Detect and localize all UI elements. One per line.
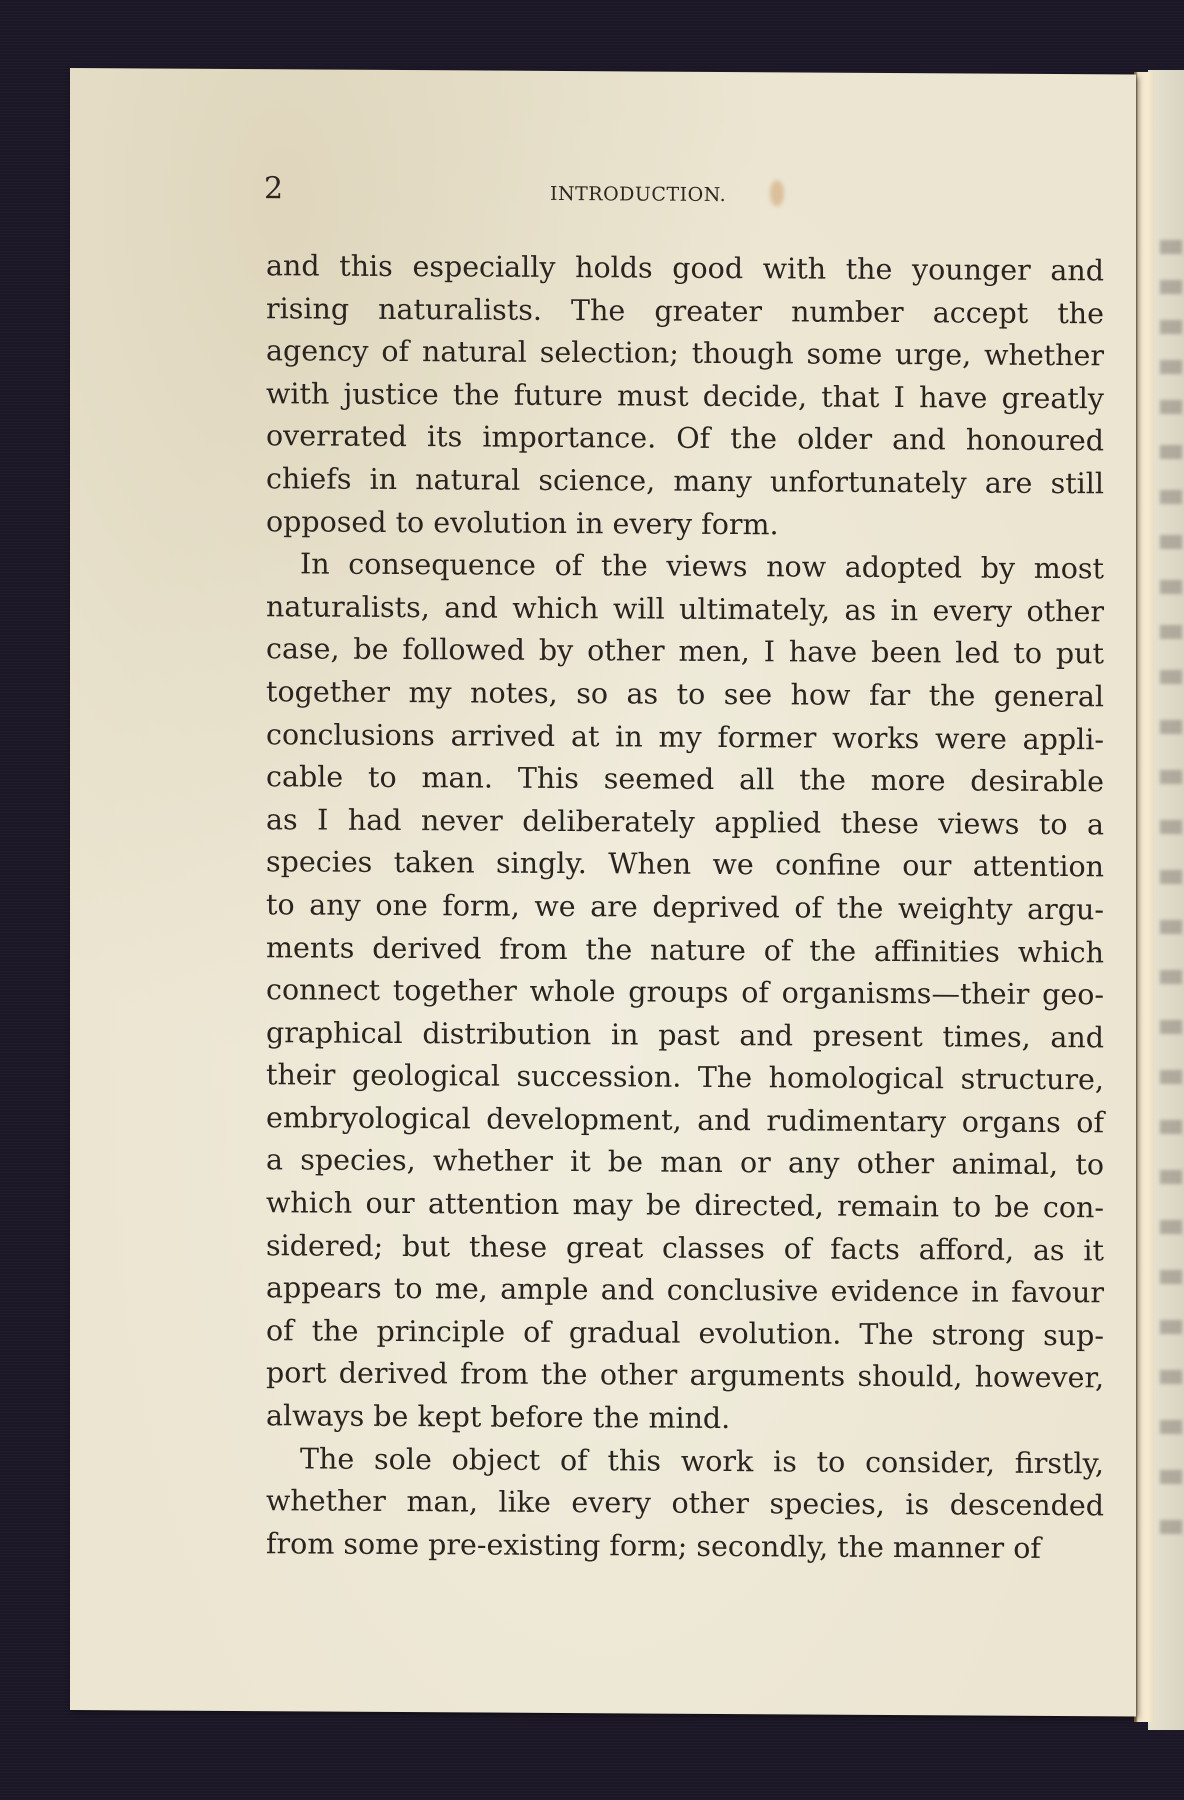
bleed-through-text-mark bbox=[1160, 1170, 1182, 1184]
text-line: sidered; but these great classes of facts afford, as it bbox=[266, 1228, 1104, 1267]
text-line: as I had never deliberately applied these views to a bbox=[266, 802, 1104, 842]
bleed-through-text-mark bbox=[1160, 870, 1182, 884]
bleed-through-text-mark bbox=[1160, 535, 1182, 549]
text-line: chiefs in natural science, many unfortunately are still bbox=[266, 462, 1104, 501]
bleed-through-text-mark bbox=[1160, 400, 1182, 414]
bleed-through-text-mark bbox=[1160, 580, 1182, 594]
bleed-through-text-mark bbox=[1160, 1070, 1182, 1084]
text-line: rising naturalists. The greater number accept the bbox=[266, 291, 1104, 330]
text-line: port derived from the other arguments should, however, bbox=[266, 1356, 1104, 1395]
text-line: overrated its importance. Of the older and honoured bbox=[266, 419, 1104, 458]
text-line: graphical distribution in past and present times, and bbox=[266, 1015, 1104, 1055]
bleed-through-text-mark bbox=[1160, 445, 1182, 459]
text-line: with justice the future must decide, that I have greatly bbox=[266, 376, 1104, 416]
text-line: ments derived from the nature of the affinities which bbox=[266, 930, 1104, 969]
foxing-stain bbox=[770, 180, 784, 206]
bleed-through-text-mark bbox=[1160, 1520, 1182, 1534]
text-line: conclusions arrived at in my former works were appli- bbox=[266, 717, 1104, 756]
bleed-through-text-mark bbox=[1160, 490, 1182, 504]
text-line: from some pre-existing form; secondly, the manner of bbox=[266, 1527, 1041, 1565]
text-line: The sole object of this work is to consider, firstly, bbox=[300, 1442, 1104, 1480]
text-line: to any one form, we are deprived of the weighty argu- bbox=[266, 888, 1104, 927]
text-line: appears to me, ample and conclusive evidence in favour bbox=[266, 1271, 1104, 1310]
bleed-through-text-mark bbox=[1160, 1120, 1182, 1134]
text-line: agency of natural selection; though some urge, whether bbox=[266, 334, 1104, 373]
page-number: 2 bbox=[264, 171, 284, 207]
bleed-through-text-mark bbox=[1160, 240, 1182, 254]
text-line: In consequence of the views now adopted by most bbox=[300, 547, 1104, 586]
page-fore-edge bbox=[1134, 72, 1154, 1722]
bleed-through-text-mark bbox=[1160, 1020, 1182, 1034]
body-text bbox=[266, 245, 1104, 1571]
bleed-through-text-mark bbox=[1160, 970, 1182, 984]
text-line: which our attention may be directed, remain to be con- bbox=[266, 1186, 1104, 1225]
bleed-through-text-mark bbox=[1160, 280, 1182, 294]
bleed-through-text-mark bbox=[1160, 360, 1182, 374]
bleed-through-text-mark bbox=[1160, 920, 1182, 934]
text-line: their geological succession. The homological structure, bbox=[266, 1058, 1104, 1097]
bleed-through-text-mark bbox=[1160, 1420, 1182, 1434]
bleed-through-text-mark bbox=[1160, 1370, 1182, 1384]
text-line: whether man, like every other species, is descended bbox=[266, 1484, 1104, 1523]
text-line: cable to man. This seemed all the more desirable bbox=[266, 760, 1104, 799]
bleed-through-text-mark bbox=[1160, 820, 1182, 834]
bleed-through-text-mark bbox=[1160, 1220, 1182, 1234]
text-line: a species, whether it be man or any other animal, to bbox=[266, 1143, 1104, 1182]
paragraph bbox=[266, 543, 1104, 1443]
paragraph bbox=[266, 245, 1104, 548]
book-page bbox=[70, 68, 1136, 1717]
text-line: connect together whole groups of organisms—their geo- bbox=[266, 973, 1104, 1012]
running-head-title: INTRODUCTION. bbox=[550, 182, 727, 207]
bleed-through-text-mark bbox=[1160, 770, 1182, 784]
bleed-through-text-mark bbox=[1160, 720, 1182, 734]
text-line: embryological development, and rudimentary organs of bbox=[266, 1101, 1104, 1140]
text-line: and this especially holds good with the younger and bbox=[266, 249, 1104, 288]
bleed-through-text-mark bbox=[1160, 625, 1182, 639]
text-line: case, be followed by other men, I have been led to put bbox=[266, 632, 1104, 671]
bleed-through-text-mark bbox=[1160, 1470, 1182, 1484]
text-line: naturalists, and which will ultimately, as in every other bbox=[266, 589, 1104, 629]
bleed-through-text-mark bbox=[1160, 320, 1182, 334]
text-line: together my notes, so as to see how far the general bbox=[266, 675, 1104, 714]
paragraph bbox=[266, 1438, 1104, 1571]
bleed-through-text-mark bbox=[1160, 1270, 1182, 1284]
text-line: always be kept before the mind. bbox=[266, 1399, 731, 1436]
text-line: opposed to evolution in every form. bbox=[266, 504, 779, 541]
text-line: of the principle of gradual evolution. The strong sup- bbox=[266, 1314, 1104, 1353]
text-line: species taken singly. When we confine our attention bbox=[266, 845, 1104, 884]
bleed-through-text-mark bbox=[1160, 1320, 1182, 1334]
bleed-through-text-mark bbox=[1160, 670, 1182, 684]
